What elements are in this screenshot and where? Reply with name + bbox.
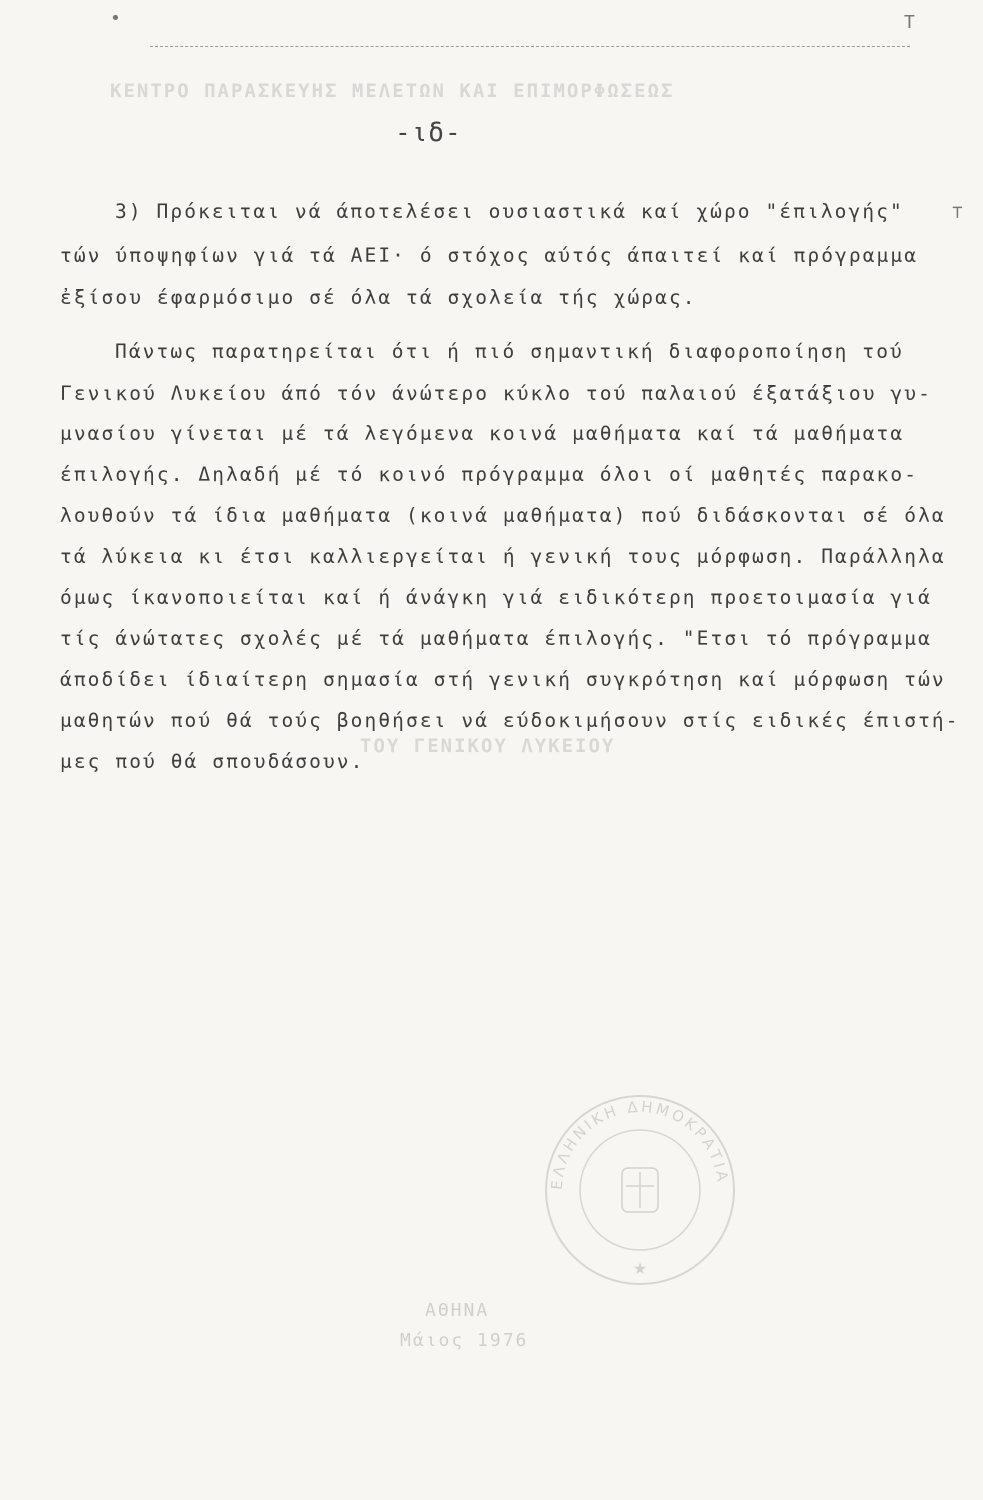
text-line: τά λύκεια κι έτσι καλλιεργείται ή γενική τους μόρφωση. Παράλληλα [60, 545, 946, 568]
text-line: Γενικού Λυκείου άπό τόν άνώτερο κύκλο τού παλαιού έξατάξιου γυ- [60, 382, 932, 405]
text-line: έπιλογής. Δηλαδή μέ τό κοινό πρόγραμμα όλοι οί μαθητές παρακο- [60, 463, 919, 486]
show-through-heading: ΚΕΝΤΡΟ ΠΑΡΑΣΚΕΥΗΣ ΜΕΛΕΤΩΝ ΚΑΙ ΕΠΙΜΟΡΦΩΣΕΩΣ [110, 80, 675, 102]
text-line: τών ύποψηφίων γιά τά ΑΕΙ· ό στόχος αύτός άπαιτεί καί πρόγραμμα [60, 244, 919, 267]
text-line: τίς άνώτατες σχολές μέ τά μαθήματα έπιλογής. "Ετσι τό πρόγραμμα [60, 627, 932, 650]
official-seal-stamp [540, 1090, 740, 1290]
text-line: 3) Πρόκειται νά άποτελέσει ουσιαστικά καί χώρο "έπιλογής" [115, 200, 904, 223]
text-line: μνασίου γίνεται μέ τά λεγόμενα κοινά μαθήματα καί τά μαθήματα [60, 422, 905, 445]
show-through-text: ΤΟΥ ΓΕΝΙΚΟΥ ΛΥΚΕΙΟΥ [360, 735, 616, 757]
show-through-date: Μάιος 1976 [400, 1330, 529, 1351]
show-through-city: ΑΘΗΝΑ [425, 1300, 490, 1321]
text-line: λουθούν τά ίδια μαθήματα (κοινά μαθήματα) πού διδάσκονται σέ όλα [60, 504, 946, 527]
text-line: μαθητών πού θά τούς βοηθήσει νά εύδοκιμήσουν στίς ειδικές έπιστή- [60, 709, 960, 732]
text-line: μες πού θά σπουδάσουν. [60, 750, 365, 773]
margin-mark: ⊤ [952, 202, 963, 223]
page-number: -ιδ- [395, 118, 462, 148]
text-line: Πάντως παρατηρείται ότι ή πιό σημαντική διαφοροποίηση τού [115, 340, 904, 363]
text-line: ἐξίσου έφαρμόσιμο σέ όλα τά σχολεία τής χώρας. [60, 286, 697, 309]
top-divider-line [150, 46, 910, 47]
svg-text:★: ★ [632, 1259, 648, 1278]
text-line: όμως ίκανοποιείται καί ή άνάγκη γιά ειδικότερη προετοιμασία γιά [60, 586, 932, 609]
margin-mark: T [904, 12, 915, 33]
text-line: άποδίδει ίδιαίτερη σημασία στή γενική συγκρότηση καί μόρφωση τών [60, 668, 946, 691]
svg-text:ΕΛΛΗΝΙΚΗ ΔΗΜΟΚΡΑΤΙΑ: ΕΛΛΗΝΙΚΗ ΔΗΜΟΚΡΑΤΙΑ [547, 1097, 732, 1191]
margin-mark: • [110, 8, 121, 29]
